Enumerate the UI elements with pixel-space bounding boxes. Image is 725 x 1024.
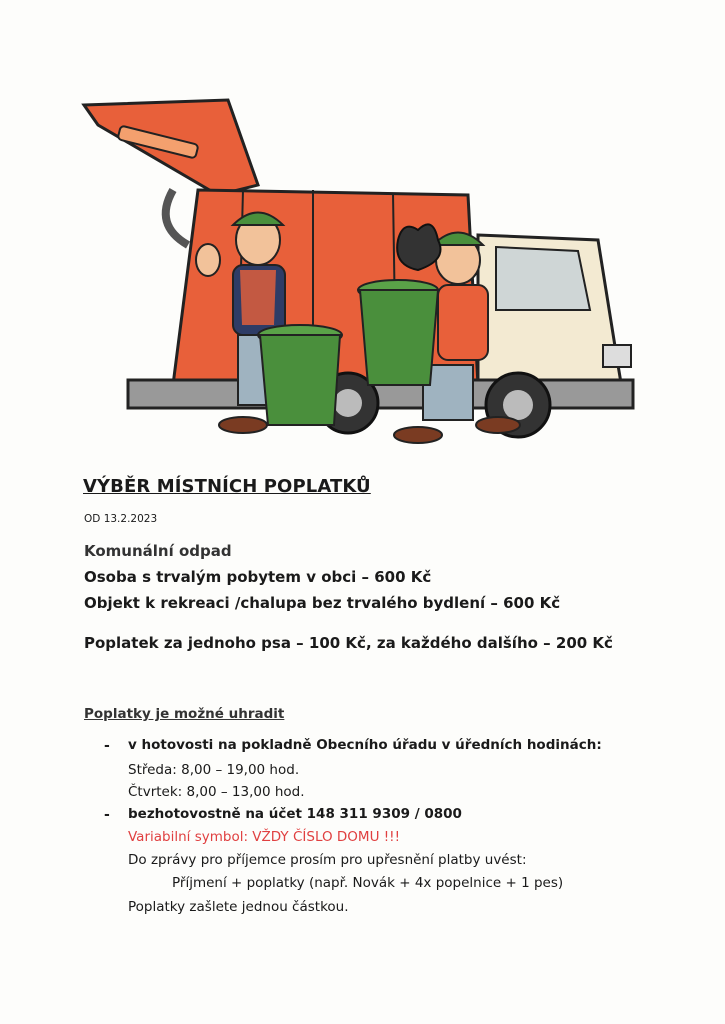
payment-heading: Poplatky je možné uhradit <box>84 706 285 722</box>
fee-line-resident: Osoba s trvalým pobytem v obci – 600 Kč <box>84 568 432 586</box>
payment-single-amount: Poplatky zašlete jednou částkou. <box>128 899 349 915</box>
bullet-dash-cash: - <box>104 738 110 754</box>
payment-message-example: Příjmení + poplatky (např. Novák + 4x popelnice + 1 pes) <box>172 875 564 891</box>
fee-line-dog: Poplatek za jednoho psa – 100 Kč, za každého dalšího – 200 Kč <box>84 634 613 652</box>
hours-wednesday: Středa: 8,00 – 19,00 hod. <box>128 762 300 778</box>
payment-message-note: Do zprávy pro příjemce prosím pro upřesnění platby uvést: <box>128 852 527 868</box>
variable-symbol-note: Variabilní symbol: VŽDY ČÍSLO DOMU !!! <box>128 829 400 845</box>
green-bin-left <box>258 325 342 425</box>
effective-date: OD 13.2.2023 <box>84 513 158 525</box>
payment-cash-label: v hotovosti na pokladně Obecního úřadu v úředních hodinách: <box>128 737 602 753</box>
payment-transfer-label: bezhotovostně na účet 148 311 9309 / 0800 <box>128 806 462 822</box>
hours-thursday: Čtvrtek: 8,00 – 13,00 hod. <box>128 784 305 800</box>
truck-body <box>84 100 633 408</box>
fees-heading: Komunální odpad <box>84 542 232 560</box>
bullet-dash-transfer: - <box>104 807 110 823</box>
garbage-truck-illustration <box>78 95 638 450</box>
fee-line-cottage: Objekt k rekreaci /chalupa bez trvalého bydlení – 600 Kč <box>84 594 561 612</box>
page-title: VÝBĚR MÍSTNÍCH POPLATKŮ <box>83 476 371 497</box>
